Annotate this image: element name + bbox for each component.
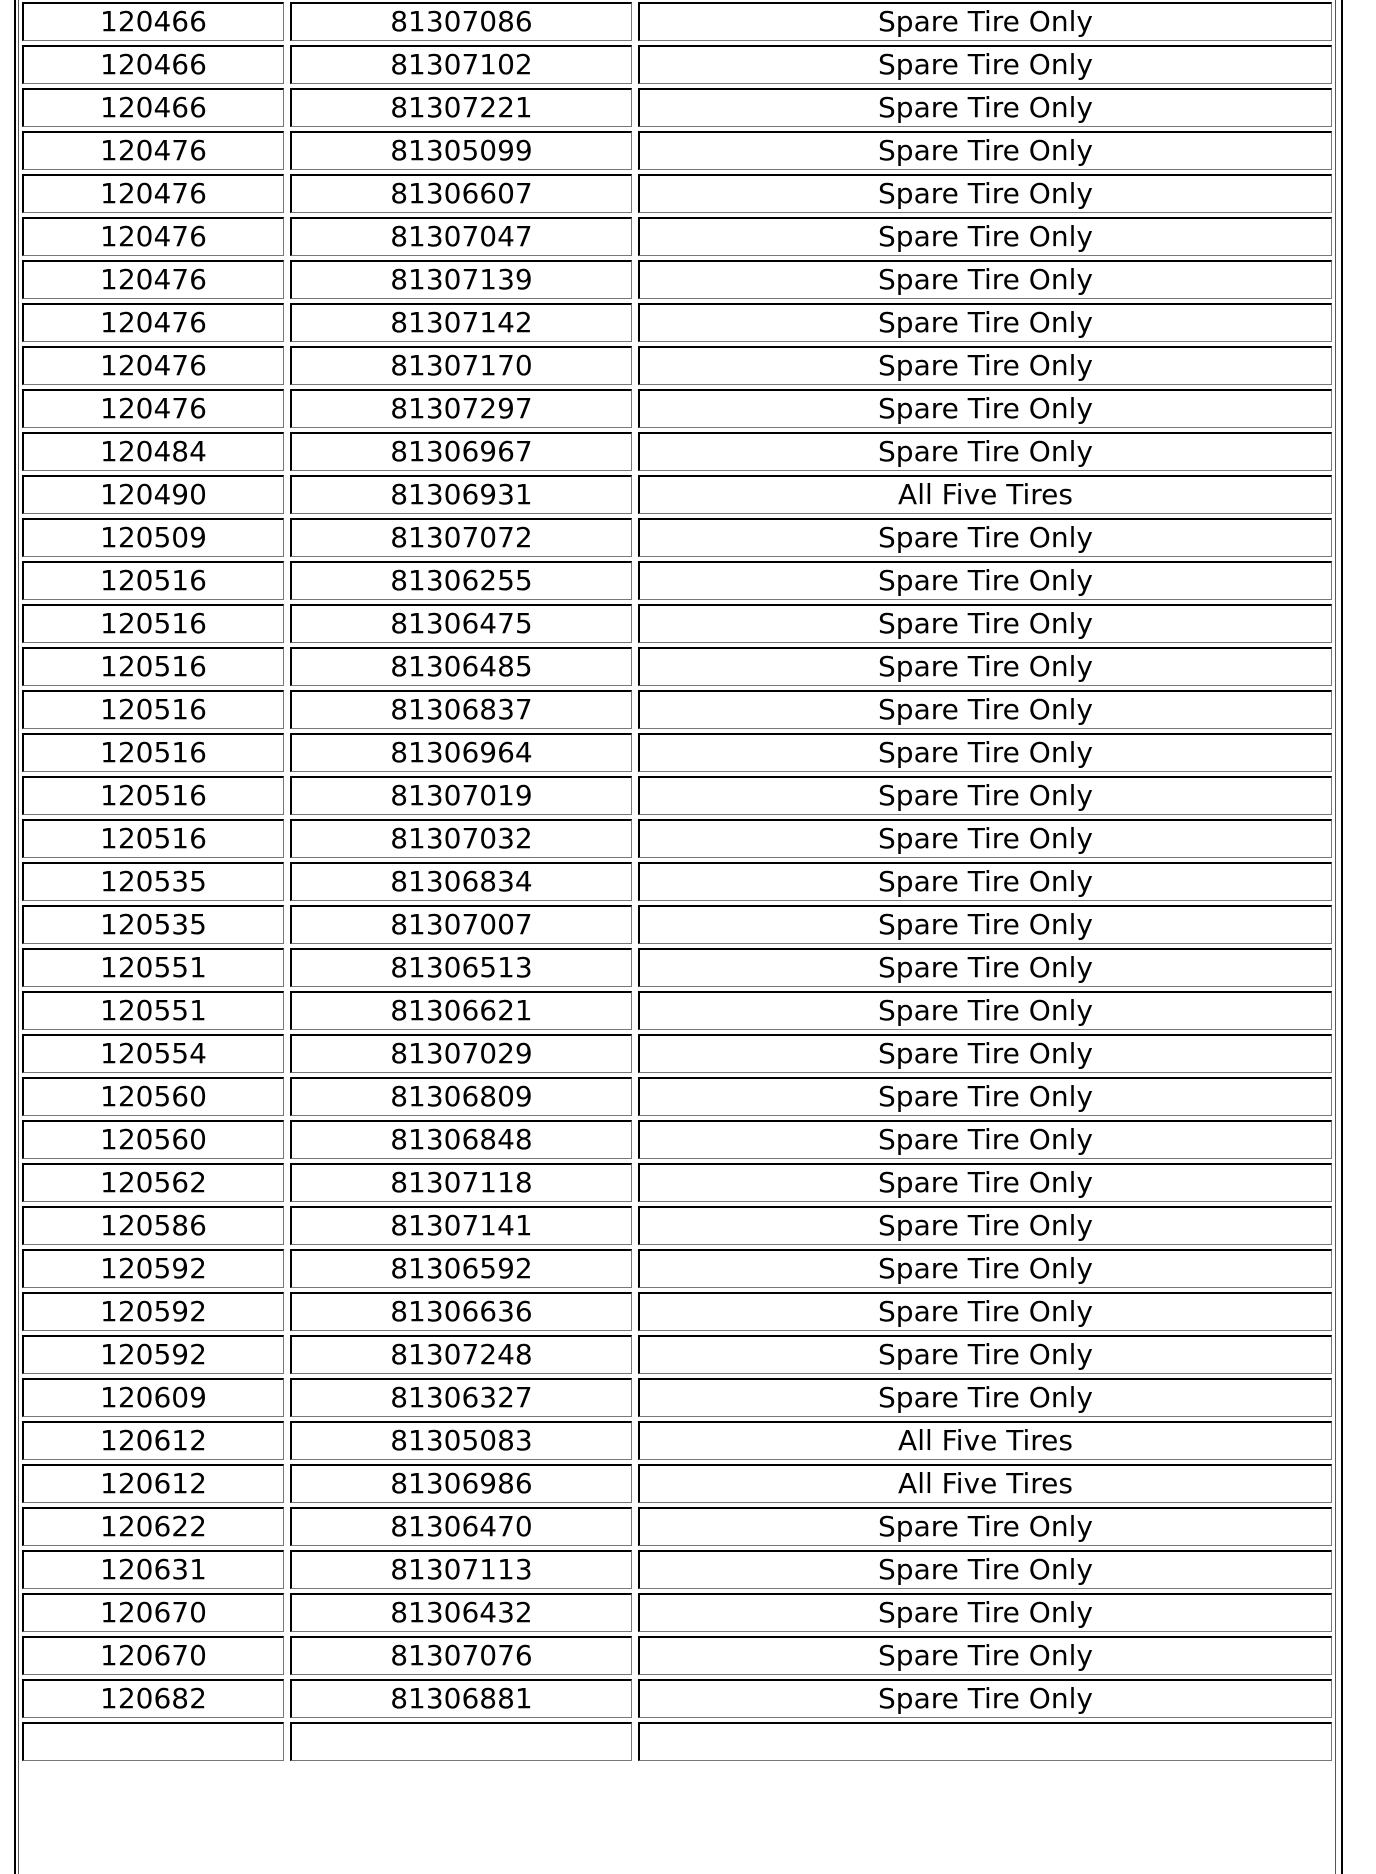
col-2-cell: 81306931: [290, 475, 632, 514]
table-row: [22, 389, 1332, 428]
col-1-cell: 120466: [22, 45, 284, 84]
col-3-cell: Spare Tire Only: [638, 389, 1332, 428]
table-row: [22, 432, 1332, 471]
col-1-cell: 120562: [22, 1163, 284, 1202]
col-1-cell: 120476: [22, 389, 284, 428]
col-1-cell: 120592: [22, 1292, 284, 1331]
col-1-cell: 120484: [22, 432, 284, 471]
table-row: [22, 45, 1332, 84]
col-2-cell: 81307139: [290, 260, 632, 299]
table-row: [22, 733, 1332, 772]
col-3-cell: Spare Tire Only: [638, 1249, 1332, 1288]
table-row: [22, 561, 1332, 600]
col-1-cell: 120516: [22, 647, 284, 686]
table-row: [22, 1507, 1332, 1546]
col-3-cell: Spare Tire Only: [638, 1593, 1332, 1632]
col-1-cell: 120670: [22, 1636, 284, 1675]
col-2-cell: 81306636: [290, 1292, 632, 1331]
col-1-cell: 120612: [22, 1421, 284, 1460]
table-body: [22, 2, 1332, 1761]
col-2-cell: 81306255: [290, 561, 632, 600]
col-3-cell: Spare Tire Only: [638, 2, 1332, 41]
col-3-cell: Spare Tire Only: [638, 131, 1332, 170]
col-2-cell: 81307072: [290, 518, 632, 557]
col-3-cell: Spare Tire Only: [638, 561, 1332, 600]
col-3-cell: Spare Tire Only: [638, 1120, 1332, 1159]
col-2-cell: 81307297: [290, 389, 632, 428]
col-2-cell: 81307170: [290, 346, 632, 385]
col-2-cell: 81305099: [290, 131, 632, 170]
col-3-cell: Spare Tire Only: [638, 217, 1332, 256]
col-2-cell: 81306809: [290, 1077, 632, 1116]
table-row: [22, 518, 1332, 557]
table-row: [22, 1077, 1332, 1116]
col-2-cell: 81307221: [290, 88, 632, 127]
col-3-cell: Spare Tire Only: [638, 647, 1332, 686]
col-3-cell: Spare Tire Only: [638, 1034, 1332, 1073]
col-1-cell: 120682: [22, 1679, 284, 1718]
col-1-cell: 120554: [22, 1034, 284, 1073]
table-row: [22, 1636, 1332, 1675]
col-3-cell: Spare Tire Only: [638, 1163, 1332, 1202]
col-3-cell: Spare Tire Only: [638, 432, 1332, 471]
table-row: [22, 1421, 1332, 1460]
table-row: [22, 819, 1332, 858]
col-2-cell: 81307007: [290, 905, 632, 944]
col-2-cell: 81306475: [290, 604, 632, 643]
empty-cell: [22, 1722, 284, 1761]
table-row: [22, 217, 1332, 256]
col-1-cell: 120490: [22, 475, 284, 514]
col-2-cell: 81306327: [290, 1378, 632, 1417]
table-row: [22, 991, 1332, 1030]
table-frame-right: [1341, 0, 1343, 1874]
col-2-cell: 81306881: [290, 1679, 632, 1718]
col-1-cell: 120509: [22, 518, 284, 557]
col-2-cell: 81307019: [290, 776, 632, 815]
col-2-cell: 81306837: [290, 690, 632, 729]
col-3-cell: Spare Tire Only: [638, 346, 1332, 385]
col-2-cell: 81306592: [290, 1249, 632, 1288]
col-3-cell: Spare Tire Only: [638, 690, 1332, 729]
table-row: [22, 1378, 1332, 1417]
table-row: [22, 905, 1332, 944]
table-row: [22, 2, 1332, 41]
col-2-cell: 81306621: [290, 991, 632, 1030]
col-1-cell: 120476: [22, 174, 284, 213]
col-3-cell: Spare Tire Only: [638, 604, 1332, 643]
table-row: [22, 862, 1332, 901]
col-2-cell: 81307102: [290, 45, 632, 84]
col-3-cell: Spare Tire Only: [638, 88, 1332, 127]
col-2-cell: 81306848: [290, 1120, 632, 1159]
table-row: [22, 88, 1332, 127]
col-2-cell: 81307032: [290, 819, 632, 858]
col-2-cell: 81307118: [290, 1163, 632, 1202]
col-2-cell: 81307248: [290, 1335, 632, 1374]
table-row: [22, 1335, 1332, 1374]
col-1-cell: 120476: [22, 346, 284, 385]
col-1-cell: 120516: [22, 604, 284, 643]
col-1-cell: 120476: [22, 217, 284, 256]
empty-cell: [290, 1722, 632, 1761]
col-3-cell: Spare Tire Only: [638, 1507, 1332, 1546]
col-1-cell: 120609: [22, 1378, 284, 1417]
col-3-cell: Spare Tire Only: [638, 518, 1332, 557]
col-3-cell: Spare Tire Only: [638, 1378, 1332, 1417]
table-row: [22, 1034, 1332, 1073]
empty-cell: [638, 1722, 1332, 1761]
col-1-cell: 120476: [22, 303, 284, 342]
col-1-cell: 120670: [22, 1593, 284, 1632]
table-row: [22, 1292, 1332, 1331]
col-2-cell: 81306607: [290, 174, 632, 213]
col-3-cell: Spare Tire Only: [638, 1550, 1332, 1589]
col-1-cell: 120516: [22, 561, 284, 600]
table-row: [22, 346, 1332, 385]
table-row: [22, 1679, 1332, 1718]
col-3-cell: Spare Tire Only: [638, 776, 1332, 815]
col-1-cell: 120631: [22, 1550, 284, 1589]
col-3-cell: All Five Tires: [638, 475, 1332, 514]
table-row: [22, 1249, 1332, 1288]
col-3-cell: All Five Tires: [638, 1464, 1332, 1503]
col-1-cell: 120516: [22, 819, 284, 858]
col-2-cell: 81307047: [290, 217, 632, 256]
table-row: [22, 260, 1332, 299]
table-row: [22, 1120, 1332, 1159]
col-1-cell: 120551: [22, 948, 284, 987]
table-row: [22, 303, 1332, 342]
col-1-cell: 120516: [22, 690, 284, 729]
table-row: [22, 1593, 1332, 1632]
col-2-cell: 81306513: [290, 948, 632, 987]
col-1-cell: 120560: [22, 1120, 284, 1159]
table-row: [22, 690, 1332, 729]
col-1-cell: 120586: [22, 1206, 284, 1245]
table-row: [22, 948, 1332, 987]
col-1-cell: 120535: [22, 862, 284, 901]
col-3-cell: Spare Tire Only: [638, 819, 1332, 858]
col-1-cell: 120466: [22, 88, 284, 127]
table-row: [22, 1206, 1332, 1245]
table-row: [22, 604, 1332, 643]
col-2-cell: 81307076: [290, 1636, 632, 1675]
col-1-cell: 120592: [22, 1335, 284, 1374]
col-2-cell: 81307142: [290, 303, 632, 342]
recall-table: [16, 0, 1338, 1765]
col-2-cell: 81307086: [290, 2, 632, 41]
col-3-cell: Spare Tire Only: [638, 260, 1332, 299]
col-1-cell: 120612: [22, 1464, 284, 1503]
col-2-cell: 81306964: [290, 733, 632, 772]
col-2-cell: 81306432: [290, 1593, 632, 1632]
col-3-cell: Spare Tire Only: [638, 1292, 1332, 1331]
table-row: [22, 647, 1332, 686]
col-1-cell: 120551: [22, 991, 284, 1030]
col-2-cell: 81306485: [290, 647, 632, 686]
col-1-cell: 120516: [22, 733, 284, 772]
col-3-cell: Spare Tire Only: [638, 1077, 1332, 1116]
table-row: [22, 776, 1332, 815]
col-1-cell: 120476: [22, 131, 284, 170]
col-3-cell: Spare Tire Only: [638, 1636, 1332, 1675]
col-3-cell: All Five Tires: [638, 1421, 1332, 1460]
table-row: [22, 1464, 1332, 1503]
col-3-cell: Spare Tire Only: [638, 862, 1332, 901]
col-2-cell: 81306967: [290, 432, 632, 471]
table-row: [22, 1550, 1332, 1589]
col-3-cell: Spare Tire Only: [638, 1679, 1332, 1718]
col-1-cell: 120622: [22, 1507, 284, 1546]
col-2-cell: 81306986: [290, 1464, 632, 1503]
col-3-cell: Spare Tire Only: [638, 1206, 1332, 1245]
col-3-cell: Spare Tire Only: [638, 733, 1332, 772]
col-3-cell: Spare Tire Only: [638, 1335, 1332, 1374]
col-1-cell: 120592: [22, 1249, 284, 1288]
table-row: [22, 1163, 1332, 1202]
col-1-cell: 120476: [22, 260, 284, 299]
col-2-cell: 81307113: [290, 1550, 632, 1589]
table-row: [22, 475, 1332, 514]
col-2-cell: 81306470: [290, 1507, 632, 1546]
col-3-cell: Spare Tire Only: [638, 303, 1332, 342]
col-3-cell: Spare Tire Only: [638, 991, 1332, 1030]
col-2-cell: 81307029: [290, 1034, 632, 1073]
col-1-cell: 120535: [22, 905, 284, 944]
table-row-partial: [22, 1722, 1332, 1761]
col-1-cell: 120560: [22, 1077, 284, 1116]
col-1-cell: 120516: [22, 776, 284, 815]
table-row: [22, 131, 1332, 170]
col-3-cell: Spare Tire Only: [638, 45, 1332, 84]
col-2-cell: 81307141: [290, 1206, 632, 1245]
col-3-cell: Spare Tire Only: [638, 905, 1332, 944]
col-3-cell: Spare Tire Only: [638, 948, 1332, 987]
col-3-cell: Spare Tire Only: [638, 174, 1332, 213]
table-row: [22, 174, 1332, 213]
col-2-cell: 81305083: [290, 1421, 632, 1460]
col-2-cell: 81306834: [290, 862, 632, 901]
col-1-cell: 120466: [22, 2, 284, 41]
